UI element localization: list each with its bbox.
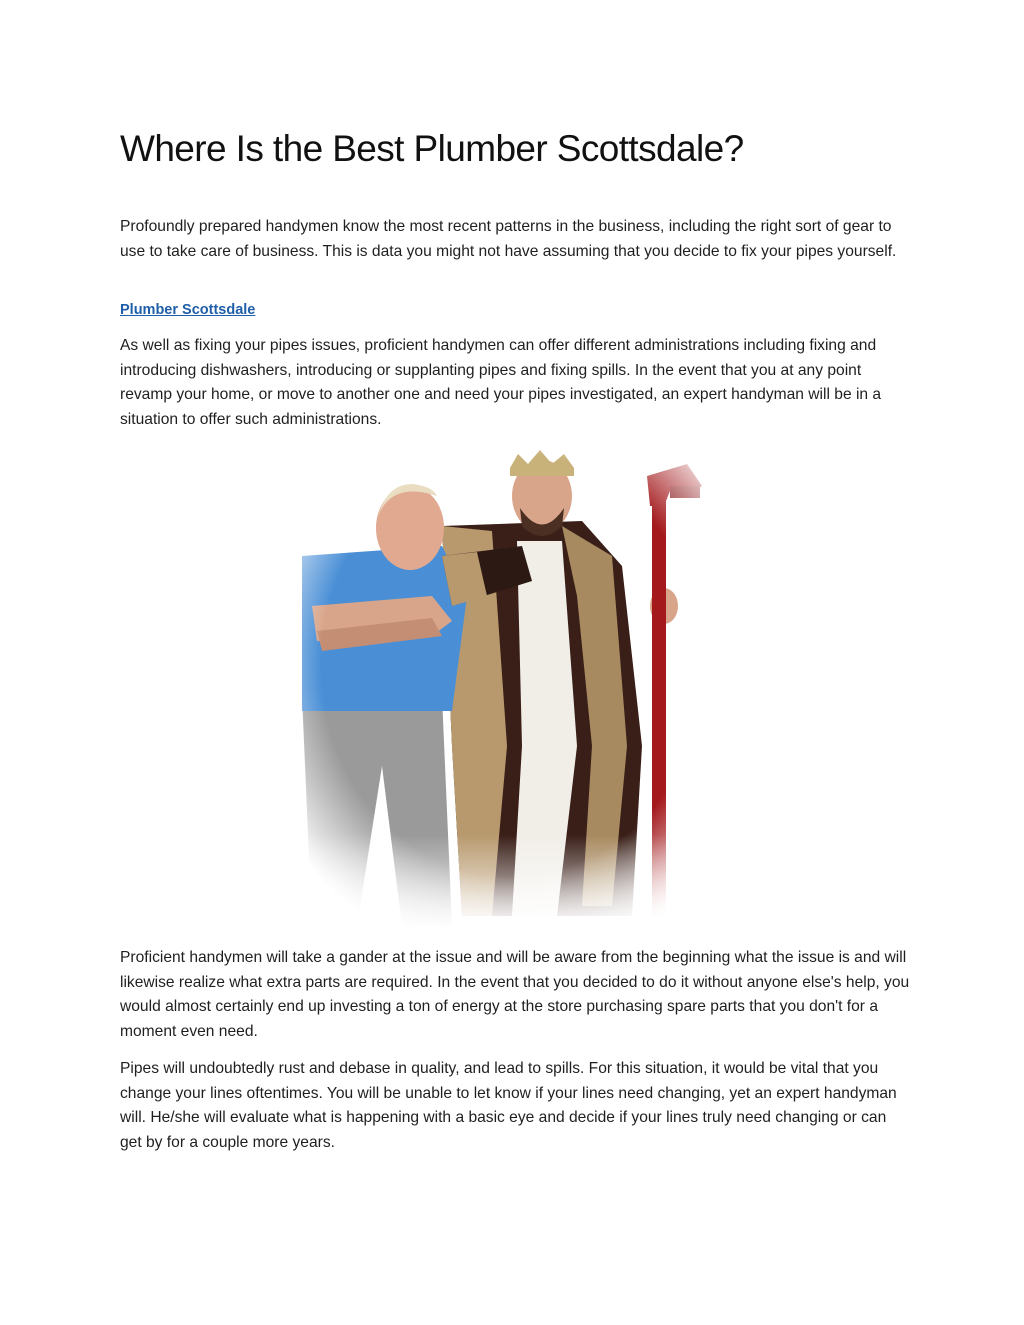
paragraph-intro: Profoundly prepared handymen know the most recent patterns in the business, including the right sort of gear to use to take care of business. This is data you might not have assuming that you decide to fix your pipes yourself.	[120, 218, 897, 260]
page-title: Where Is the Best Plumber Scottsdale?	[120, 128, 744, 169]
paragraph-diagnosis: Proficient handymen will take a gander at the issue and will be aware from the beginning what the issue is and will likewise realize what extra parts are required. In the event that you decided to do it without anyone else's help, you would almost certainly end up investing a ton of energy at the store purchasing spare parts that you don't for a moment even need.	[120, 949, 910, 1040]
plumber-scottsdale-link[interactable]: Plumber Scottsdale	[120, 302, 256, 318]
paragraph-pipes-rust: Pipes will undoubtedly rust and debase in quality, and lead to spills. For this situation, it would be vital that you change your lines oftentimes. You will be unable to let know if your lines need changing, yet an expert handyman will. He/she will evaluate what is happening with a basic eye and decide if your lines truly need changing or can get by for a couple more years.	[120, 1060, 897, 1151]
plumbers-photo	[292, 446, 732, 932]
paragraph-services: As well as fixing your pipes issues, proficient handymen can offer different administrations including fixing and introducing dishwashers, introducing or supplanting pipes and fixing spills. In the event that you at any point revamp your home, or move to another one and need your pipes investigated, an expert handyman will be in a situation to offer such administrations.	[120, 337, 882, 428]
